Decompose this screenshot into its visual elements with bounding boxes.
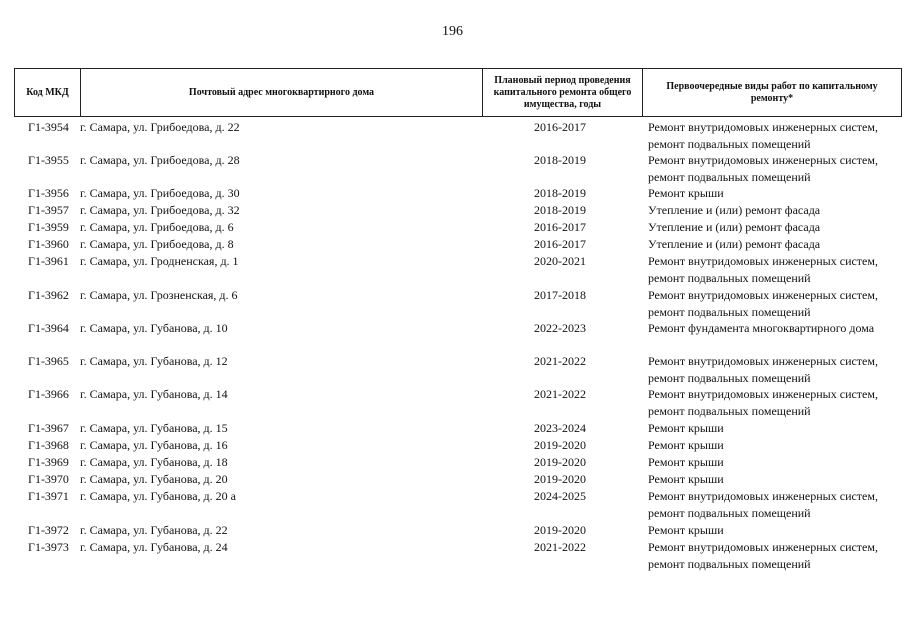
row-works	[648, 202, 905, 219]
row-period: 2020-2021	[534, 254, 586, 268]
row-works	[648, 320, 905, 337]
row-period: 2016-2017	[534, 237, 586, 251]
row-code: Г1-3966	[28, 387, 69, 401]
page-number: 196	[442, 24, 463, 39]
row-works-line: Ремонт крыши	[648, 523, 724, 537]
row-address: г. Самара, ул. Губанова, д. 10	[80, 321, 228, 335]
row-works-line: Ремонт внутридомовых инженерных систем,	[648, 489, 878, 503]
row-code: Г1-3960	[28, 237, 69, 251]
row-works	[648, 119, 905, 153]
row-works-line: Утепление и (или) ремонт фасада	[648, 237, 821, 251]
row-address: г. Самара, ул. Губанова, д. 14	[80, 387, 228, 401]
header-works: Первоочередные виды работ по капитальному ремонту*	[666, 80, 878, 104]
row-period: 2019-2020	[534, 472, 586, 486]
row-works	[648, 236, 905, 253]
row-period: 2016-2017	[534, 220, 586, 234]
row-code: Г1-3968	[28, 438, 69, 452]
row-works-line: ремонт подвальных помещений	[648, 506, 811, 520]
row-works	[648, 353, 905, 387]
row-works-line: Ремонт внутридомовых инженерных систем,	[648, 254, 878, 268]
row-works-line: Утепление и (или) ремонт фасада	[648, 220, 821, 234]
row-works-line: Ремонт фундамента многоквартирного дома	[648, 321, 875, 335]
row-address: г. Самара, ул. Грибоедова, д. 8	[80, 237, 234, 251]
row-code: Г1-3956	[28, 186, 69, 200]
row-address: г. Самара, ул. Гродненская, д. 1	[80, 254, 239, 268]
row-address: г. Самара, ул. Губанова, д. 22	[80, 523, 228, 537]
row-code: Г1-3962	[28, 288, 69, 302]
row-works	[648, 219, 905, 236]
row-period: 2021-2022	[534, 354, 586, 368]
row-code: Г1-3969	[28, 455, 69, 469]
row-works-line: Ремонт внутридомовых инженерных систем,	[648, 354, 878, 368]
row-works-line: ремонт подвальных помещений	[648, 170, 811, 184]
row-period: 2022-2023	[534, 321, 586, 335]
row-address: г. Самара, ул. Губанова, д. 15	[80, 421, 228, 435]
row-address: г. Самара, ул. Губанова, д. 16	[80, 438, 228, 452]
row-works	[648, 287, 905, 321]
row-period: 2016-2017	[534, 120, 586, 134]
row-works-line: ремонт подвальных помещений	[648, 137, 811, 151]
row-code: Г1-3959	[28, 220, 69, 234]
row-works-line: Ремонт внутридомовых инженерных систем,	[648, 288, 878, 302]
row-works	[648, 437, 905, 454]
row-works-line: ремонт подвальных помещений	[648, 271, 811, 285]
row-address: г. Самара, ул. Грибоедова, д. 6	[80, 220, 234, 234]
row-works-line: Ремонт крыши	[648, 472, 724, 486]
row-works-line: Ремонт крыши	[648, 438, 724, 452]
row-works	[648, 386, 905, 420]
row-code: Г1-3971	[28, 489, 69, 503]
row-address: г. Самара, ул. Губанова, д. 20 а	[80, 489, 236, 503]
row-works	[648, 420, 905, 437]
row-address: г. Самара, ул. Грибоедова, д. 32	[80, 203, 240, 217]
row-works	[648, 488, 905, 522]
row-code: Г1-3964	[28, 321, 69, 335]
row-code: Г1-3954	[28, 120, 69, 134]
row-code: Г1-3957	[28, 203, 69, 217]
row-works-line: Ремонт крыши	[648, 186, 724, 200]
row-period: 2018-2019	[534, 186, 586, 200]
row-works-line: Утепление и (или) ремонт фасада	[648, 203, 821, 217]
row-period: 2019-2020	[534, 523, 586, 537]
row-address: г. Самара, ул. Грозненская, д. 6	[80, 288, 238, 302]
row-works-line: Ремонт крыши	[648, 455, 724, 469]
row-address: г. Самара, ул. Губанова, д. 12	[80, 354, 228, 368]
row-period: 2023-2024	[534, 421, 586, 435]
row-works-line: Ремонт внутридомовых инженерных систем,	[648, 387, 878, 401]
row-works	[648, 152, 905, 186]
row-works-line: Ремонт крыши	[648, 421, 724, 435]
row-works-line: Ремонт внутридомовых инженерных систем,	[648, 540, 878, 554]
row-works	[648, 522, 905, 539]
row-works-line: ремонт подвальных помещений	[648, 305, 811, 319]
row-works-line: Ремонт внутридомовых инженерных систем,	[648, 120, 878, 134]
row-period: 2018-2019	[534, 153, 586, 167]
row-works-line: ремонт подвальных помещений	[648, 404, 811, 418]
header-period: Плановый период проведения капитального ремонта общего имущества, годы	[483, 69, 643, 116]
row-works	[648, 185, 905, 202]
row-works-line: ремонт подвальных помещений	[648, 371, 811, 385]
row-period: 2017-2018	[534, 288, 586, 302]
row-period: 2019-2020	[534, 438, 586, 452]
row-code: Г1-3965	[28, 354, 69, 368]
row-period: 2021-2022	[534, 540, 586, 554]
row-code: Г1-3970	[28, 472, 69, 486]
row-works-line: Ремонт внутридомовых инженерных систем,	[648, 153, 878, 167]
table-header	[14, 68, 902, 117]
header-code: Код МКД	[15, 69, 81, 116]
row-code: Г1-3972	[28, 523, 69, 537]
row-works	[648, 471, 905, 488]
row-period: 2021-2022	[534, 387, 586, 401]
row-address: г. Самара, ул. Губанова, д. 18	[80, 455, 228, 469]
row-address: г. Самара, ул. Грибоедова, д. 28	[80, 153, 240, 167]
row-works	[648, 454, 905, 471]
row-address: г. Самара, ул. Губанова, д. 20	[80, 472, 228, 486]
row-works	[648, 539, 905, 573]
row-code: Г1-3967	[28, 421, 69, 435]
row-code: Г1-3955	[28, 153, 69, 167]
row-period: 2019-2020	[534, 455, 586, 469]
row-works	[648, 253, 905, 287]
row-address: г. Самара, ул. Грибоедова, д. 30	[80, 186, 240, 200]
header-address: Почтовый адрес многоквартирного дома	[81, 69, 483, 116]
row-works-line: ремонт подвальных помещений	[648, 557, 811, 571]
row-period: 2018-2019	[534, 203, 586, 217]
row-period: 2024-2025	[534, 489, 586, 503]
row-address: г. Самара, ул. Грибоедова, д. 22	[80, 120, 240, 134]
row-address: г. Самара, ул. Губанова, д. 24	[80, 540, 228, 554]
row-code: Г1-3961	[28, 254, 69, 268]
row-code: Г1-3973	[28, 540, 69, 554]
